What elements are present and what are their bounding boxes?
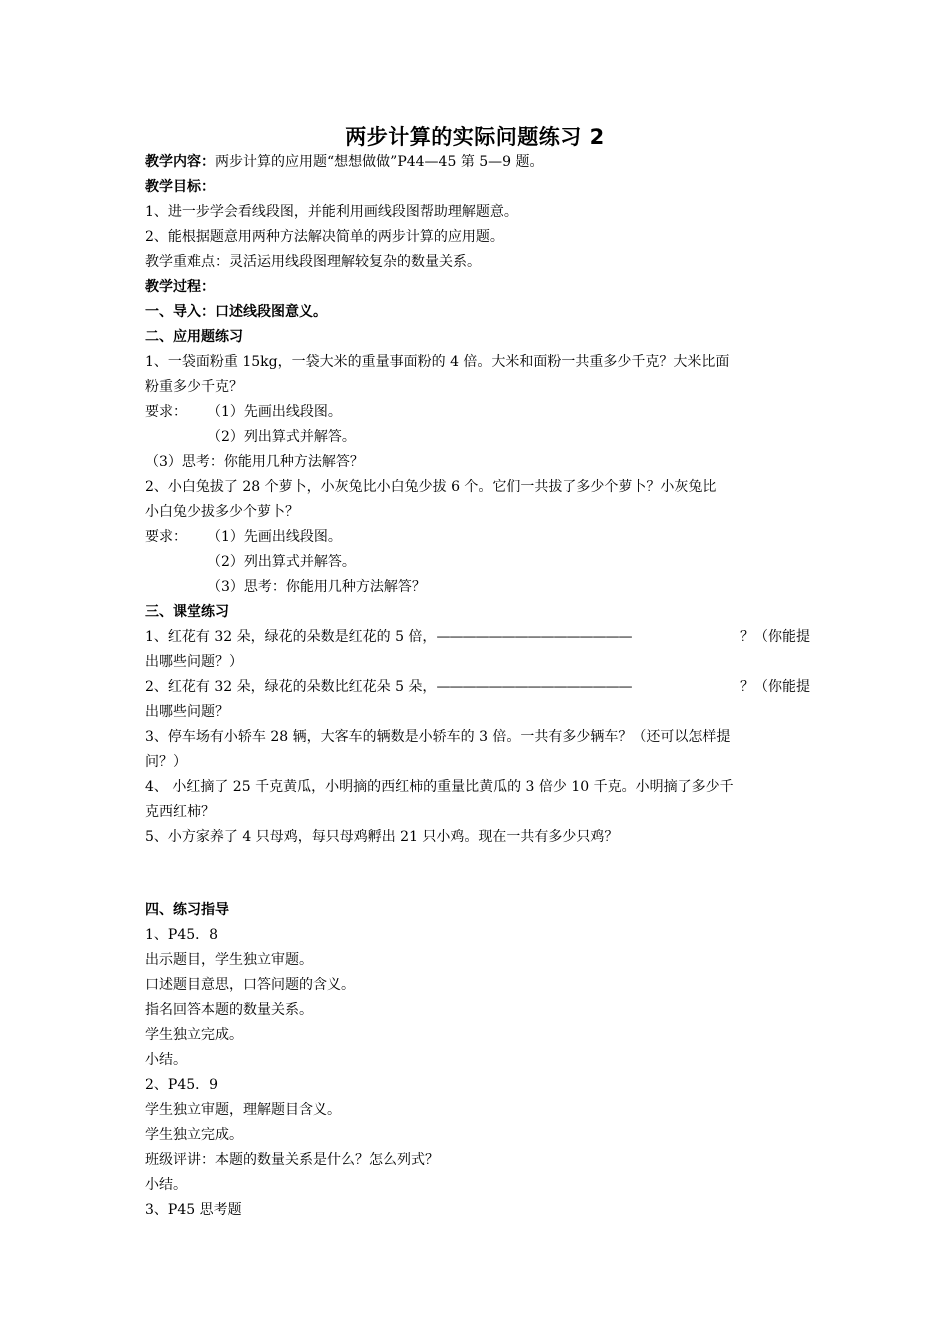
exercise-text: 4、 小红摘了 25 千克黄瓜，小明摘的西红柿的重量比黄瓜的 3 倍少 10 千克。小明摘了多少千 (145, 779, 734, 795)
exercise-text: 克西红柿？ (145, 804, 215, 820)
teaching-content-text: 两步计算的应用题“想想做做”P44—45 第 5—9 题。 (215, 154, 544, 170)
guidance-text: 口述题目意思，口答问题的含义。 (145, 977, 355, 993)
guidance-text: 学生独立完成。 (145, 1027, 243, 1043)
requirement-line (145, 525, 810, 550)
teaching-content-line (145, 150, 810, 175)
blank-dash: ——————————————— (436, 629, 632, 645)
problem-text: 粉重多少千克？ (145, 379, 243, 395)
difficulty-line: 教学重难点：灵活运用线段图理解较复杂的数量关系。 (145, 254, 481, 270)
guidance-text: 小结。 (145, 1052, 187, 1068)
goal-item: 2、能根据题意用两种方法解决简单的两步计算的应用题。 (145, 229, 504, 245)
exercise-text: 1、红花有 32 朵，绿花的朵数是红花的 5 倍， (145, 629, 437, 645)
problem-text: 2、小白兔拔了 28 个萝卜，小灰兔比小白兔少拔 6 个。它们一共拔了多少个萝卜？小灰兔比 (145, 479, 717, 495)
guidance-text: 班级评讲：本题的数量关系是什么？怎么列式？ (145, 1152, 439, 1168)
exercise-text: 出哪些问题？ (145, 704, 229, 720)
guidance-text: 出示题目，学生独立审题。 (145, 952, 313, 968)
exercise-text: ？（你能提 (740, 679, 810, 695)
document-title: 两步计算的实际问题练习 2 (345, 125, 605, 149)
guidance-item: 1、P45．8 (145, 927, 219, 943)
exercise-text: ？（你能提 (740, 629, 810, 645)
section-heading: 二、应用题练习 (145, 329, 243, 345)
guidance-item: 2、P45．9 (145, 1077, 219, 1093)
guidance-text: 指名回答本题的数量关系。 (145, 1002, 313, 1018)
guidance-text: 学生独立完成。 (145, 1127, 243, 1143)
teaching-process-label: 教学过程： (145, 279, 215, 295)
guidance-text: 学生独立审题，理解题目含义。 (145, 1102, 341, 1118)
requirement-item: （2）列出算式并解答。 (207, 429, 356, 445)
requirement-item: （1）先画出线段图。 (207, 404, 342, 420)
goal-item: 1、进一步学会看线段图，并能利用画线段图帮助理解题意。 (145, 204, 518, 220)
teaching-content-label: 教学内容： (145, 154, 215, 170)
spacer (145, 850, 810, 898)
exercise-line (145, 625, 810, 650)
blank-dash: ——————————————— (436, 679, 632, 695)
exercise-line (145, 675, 810, 700)
document-body (145, 150, 810, 1223)
exercise-text: 3、停车场有小轿车 28 辆，大客车的辆数是小轿车的 3 倍。一共有多少辆车？（还可以怎样提 (145, 729, 731, 745)
problem-text: 1、一袋面粉重 15kg，一袋大米的重量事面粉的 4 倍。大米和面粉一共重多少千克？大米比面 (145, 354, 730, 370)
exercise-text: 出哪些问题？） (145, 654, 243, 670)
requirement-label: 要求： (145, 529, 187, 545)
teaching-goal-label: 教学目标： (145, 179, 215, 195)
section-heading: 三、课堂练习 (145, 604, 229, 620)
problem-text: 小白兔少拔多少个萝卜？ (145, 504, 299, 520)
exercise-text: 问？） (145, 754, 187, 770)
requirement-item: （3）思考：你能用几种方法解答？ (207, 579, 426, 595)
requirement-item: （2）列出算式并解答。 (207, 554, 356, 570)
exercise-text: 5、小方家养了 4 只母鸡，每只母鸡孵出 21 只小鸡。现在一共有多少只鸡？ (145, 829, 619, 845)
requirement-item: （3）思考：你能用几种方法解答？ (145, 454, 364, 470)
requirement-line (145, 400, 810, 425)
guidance-text: 小结。 (145, 1177, 187, 1193)
requirement-item: （1）先画出线段图。 (207, 529, 342, 545)
requirement-label: 要求： (145, 404, 187, 420)
section-heading: 四、练习指导 (145, 902, 229, 918)
section-heading: 一、导入：口述线段图意义。 (145, 304, 327, 320)
exercise-text: 2、红花有 32 朵，绿花的朵数比红花朵 5 朵， (145, 679, 437, 695)
guidance-item: 3、P45 思考题 (145, 1202, 242, 1218)
